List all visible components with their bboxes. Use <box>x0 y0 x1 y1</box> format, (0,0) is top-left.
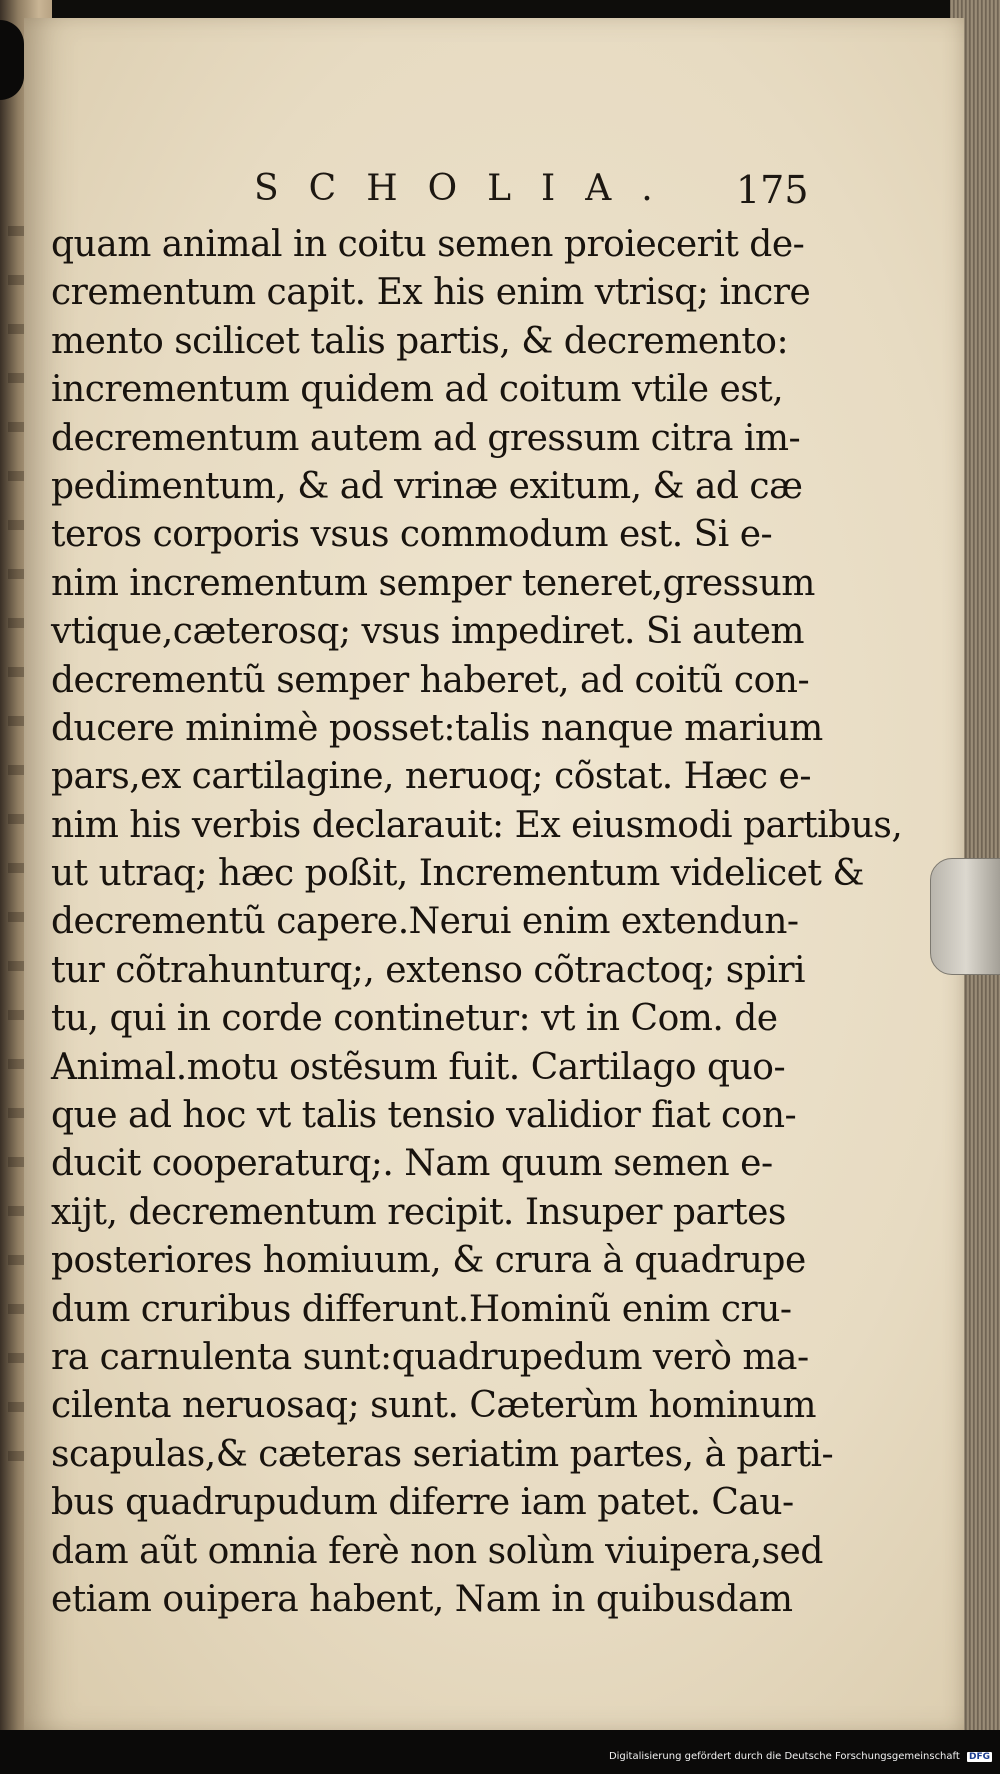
text-line: posteriores homiuum, & crura à quadrupe <box>51 1240 806 1282</box>
text-line: incrementum quidem ad coitum vtile est, <box>51 369 784 411</box>
text-line: dum cruribus differunt.Hominũ enim cru- <box>51 1288 792 1330</box>
page-header <box>24 168 964 218</box>
page-number: 175 <box>736 168 809 212</box>
book-page <box>24 18 964 1730</box>
text-line: ut utraq; hæc poßit, Incrementum videlicet & <box>51 853 864 895</box>
text-line: que ad hoc vt talis tensio validior fiat con- <box>51 1095 797 1137</box>
digitization-credit <box>609 1751 992 1762</box>
text-line: pedimentum, & ad vrinæ exitum, & ad cæ <box>51 465 803 507</box>
credit-text: Digitalisierung gefördert durch die Deutsche Forschungsgemeinschaft <box>608 1751 960 1762</box>
text-line: etiam ouipera habent, Nam in quibusdam <box>51 1578 793 1620</box>
text-line: tur cõtrahunturq;, extenso cõtractoq; spiri <box>51 949 806 991</box>
text-line: decrementũ capere.Nerui enim extendun- <box>51 901 799 943</box>
text-line: cilenta neruosaq; sunt. Cæterùm hominum <box>51 1385 817 1427</box>
book-clip <box>0 20 24 100</box>
text-line: bus quadrupudum diferre iam patet. Cau- <box>51 1482 794 1524</box>
running-head: SCHOLIA. <box>254 168 683 209</box>
text-line: xijt, decrementum recipit. Insuper partes <box>51 1191 786 1233</box>
text-line: quam animal in coitu semen proiecerit de- <box>51 224 805 265</box>
text-line: pars,ex cartilagine, neruoq; cõstat. Hæc e- <box>51 756 811 798</box>
text-line: ducere minimè posset:talis nanque marium <box>51 707 823 749</box>
text-line: ra carnulenta sunt:quadrupedum verò ma- <box>51 1336 809 1378</box>
dfg-logo: DFG <box>968 1752 990 1762</box>
text-line: ducit cooperaturq;. Nam quum semen e- <box>51 1143 773 1185</box>
text-line: decrementum autem ad gressum citra im- <box>51 417 801 459</box>
text-line: crementum capit. Ex his enim vtrisq; incre <box>51 272 811 314</box>
text-line: nim incrementum semper teneret,gressum <box>51 562 815 604</box>
text-line: decrementũ semper haberet, ad coitũ con- <box>51 659 810 701</box>
text-line: vtique,cæterosq; vsus impediret. Si autem <box>51 611 805 653</box>
text-line: nim his verbis declarauit: Ex eiusmodi partibus, <box>51 804 903 846</box>
body-text <box>51 221 903 1624</box>
text-line: mento scilicet talis partis, & decremento: <box>51 320 789 362</box>
text-line: dam aũt omnia ferè non solùm viuipera,sed <box>51 1530 823 1572</box>
page-tab-marker <box>930 858 1000 975</box>
text-line: teros corporis vsus commodum est. Si e- <box>51 514 773 556</box>
text-line: scapulas,& cæteras seriatim partes, à parti- <box>51 1433 834 1475</box>
text-line: tu, qui in corde continetur: vt in Com. de <box>51 998 778 1040</box>
text-line: Animal.motu ostẽsum fuit. Cartilago quo- <box>51 1046 786 1088</box>
